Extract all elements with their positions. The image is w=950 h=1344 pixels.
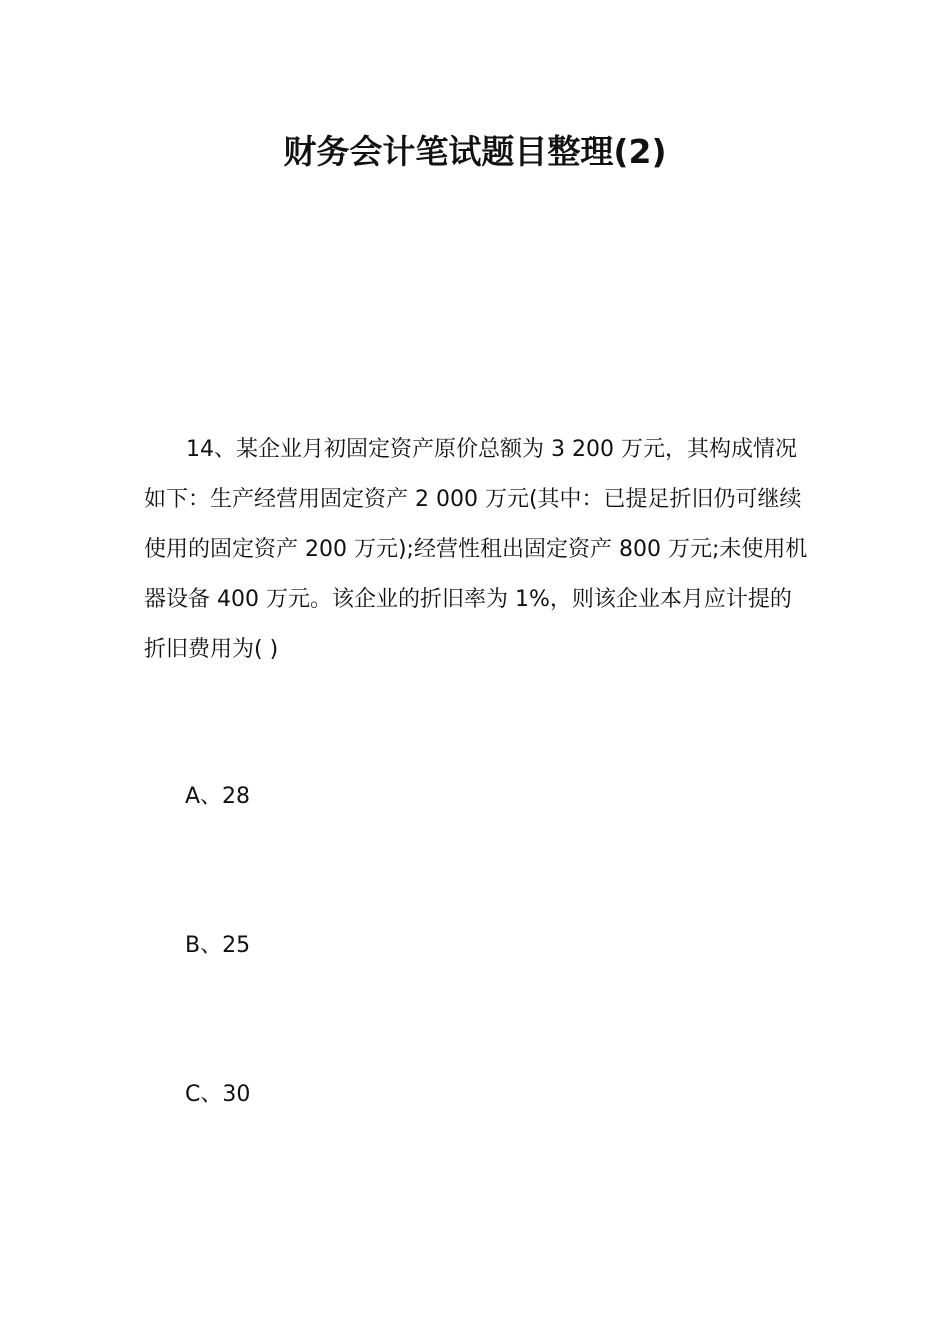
question-text: 14、某企业月初固定资产原价总额为 3 200 万元，其构成情况如下：生产经营用固定资产 2 000 万元(其中：已提足折旧仍可继续使用的固定资产 200 万元);经营性租出固定资产 800 万元;未使用机器设备 400 万元。该企业的折旧率为 1%，则该企业本月应计提的折旧费用为( ): [144, 437, 808, 662]
option-a: A、28: [185, 784, 251, 809]
page-title: 财务会计笔试题目整理(2): [283, 132, 667, 171]
option-c: C、30: [185, 1082, 251, 1107]
option-b: B、25: [185, 933, 251, 958]
